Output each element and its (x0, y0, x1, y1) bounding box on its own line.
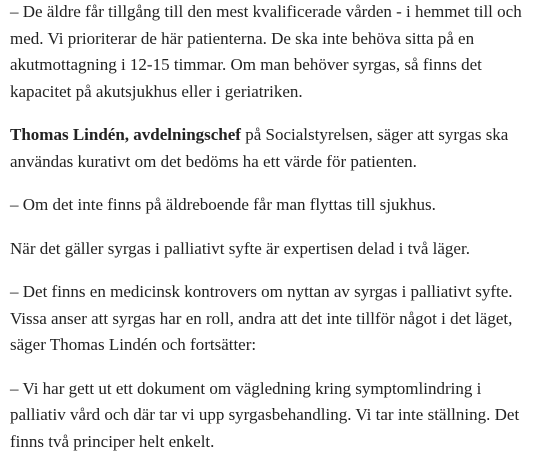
paragraph-quote-elderly-care: – De äldre får tillgång till den mest kvalificerade vården - i hemmet till och med. Vi prioriterar de här patienterna. De ska inte behöva sitta på en akutmottagning i 12-15 timmar. Om man behöver syrgas, så finns det kapacitet på akutsjukhus eller i geriatriken. (10, 2, 522, 101)
paragraph-quote-hospital: – Om det inte finns på äldreboende får man flyttas till sjukhus. (10, 195, 436, 214)
paragraph-lindén-intro (10, 122, 527, 175)
paragraph-lindén-text: på Socialstyrelsen, säger att syrgas ska användas kurativt om det bedöms ha ett värde för patienten. (10, 125, 509, 171)
paragraph-quote-controversy: – Det finns en medicinsk kontrovers om nyttan av syrgas i palliativt syfte. Vissa anser att syrgas har en roll, andra att det inte tillför något i det läget, säger Thomas Lindén och fortsätter: (10, 282, 513, 354)
speaker-name: Thomas Lindén, avdelningschef (10, 125, 241, 144)
paragraph-quote-guidance: – Vi har gett ut ett dokument om vägledning kring symptomlindring i palliativ vård och där tar vi upp syrgasbehandling. Vi tar inte ställning. Det finns två principer helt enkelt. (10, 378, 520, 451)
paragraph-palliative-split: När det gäller syrgas i palliativt syfte är expertisen delad i två läger. (10, 238, 470, 258)
